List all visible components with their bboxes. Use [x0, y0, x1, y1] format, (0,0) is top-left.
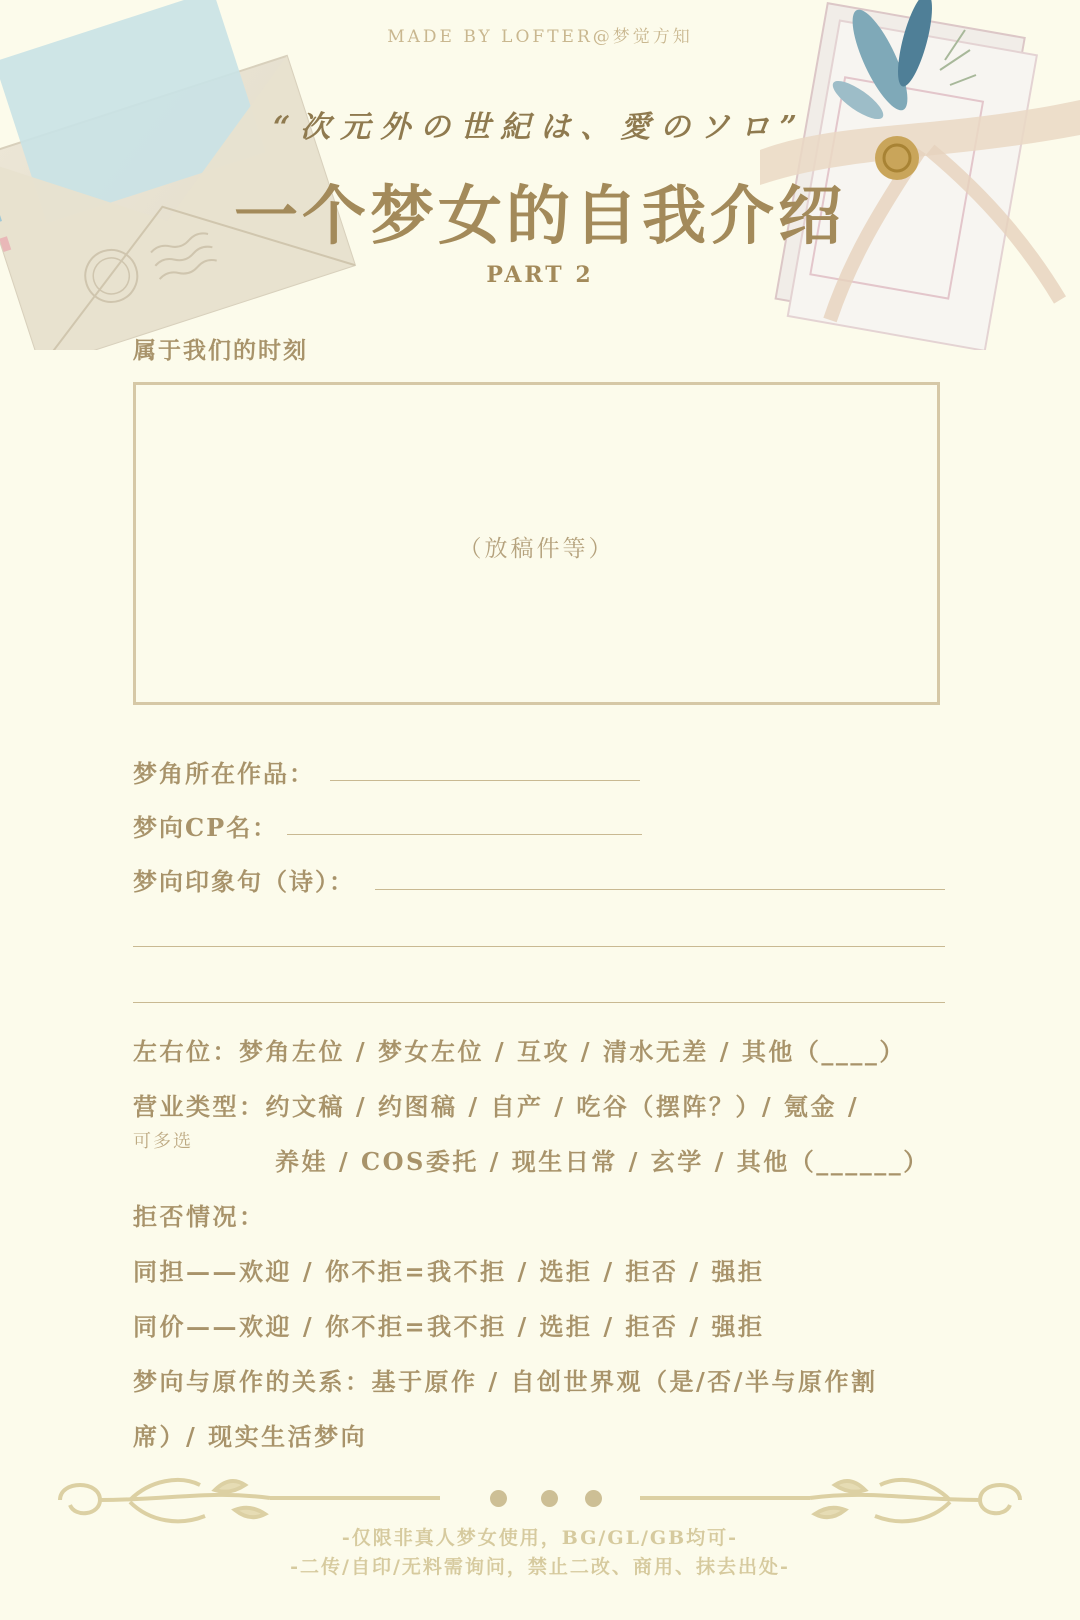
ornament-dot	[490, 1490, 507, 1507]
credit-text: MADE BY LOFTER@梦觉方知	[387, 27, 693, 47]
artwork-placeholder-text: （放稿件等）	[458, 536, 615, 562]
field-impression-label: 梦向印象句（诗）：	[133, 867, 355, 896]
field-impression-line-3[interactable]	[133, 1002, 945, 1003]
field-impression-line-2[interactable]	[133, 946, 945, 947]
field-work-line[interactable]	[330, 780, 640, 781]
footer-license-note: -二传/自印/无料需询问，禁止二改、商用、抹去出处-	[290, 1556, 790, 1578]
position-options: 左右位：梦角左位 / 梦女左位 / 互攻 / 清水无差 / 其他（____）	[133, 1037, 906, 1066]
ornament-dot	[541, 1490, 558, 1507]
reject-title: 拒否情况：	[133, 1202, 266, 1231]
page-title: 一个梦女的自我介绍	[234, 179, 846, 254]
field-work-label: 梦角所在作品：	[133, 759, 315, 788]
reject-same-price: 同价——欢迎 / 你不拒=我不拒 / 选拒 / 拒否 / 强拒	[133, 1312, 765, 1341]
business-options-line-2: 养娃 / COS委托 / 现生日常 / 玄学 / 其他（______）	[275, 1147, 930, 1176]
footer-usage-note: -仅限非真人梦女使用，BG/GL/GB均可-	[341, 1527, 739, 1549]
moment-section-label: 属于我们的时刻	[133, 337, 308, 364]
relation-options-line-2: 席）/ 现实生活梦向	[133, 1422, 368, 1451]
relation-options-line-1: 梦向与原作的关系：基于原作 / 自创世界观（是/否/半与原作割	[133, 1367, 878, 1396]
part-label: PART 2	[486, 262, 594, 288]
business-options-line-1: 营业类型：约文稿 / 约图稿 / 自产 / 吃谷（摆阵？）/ 氪金 /	[133, 1092, 860, 1121]
tagline: “次元外の世紀は、愛のソロ”	[273, 110, 807, 145]
reject-same-fan: 同担——欢迎 / 你不拒=我不拒 / 选拒 / 拒否 / 强拒	[133, 1257, 765, 1286]
field-impression-line-1[interactable]	[375, 889, 945, 890]
field-cp-name-line[interactable]	[287, 834, 642, 835]
field-cp-name-label: 梦向CP名：	[133, 813, 279, 842]
multi-select-note: 可多选	[133, 1131, 193, 1152]
ornament-dot	[585, 1490, 602, 1507]
